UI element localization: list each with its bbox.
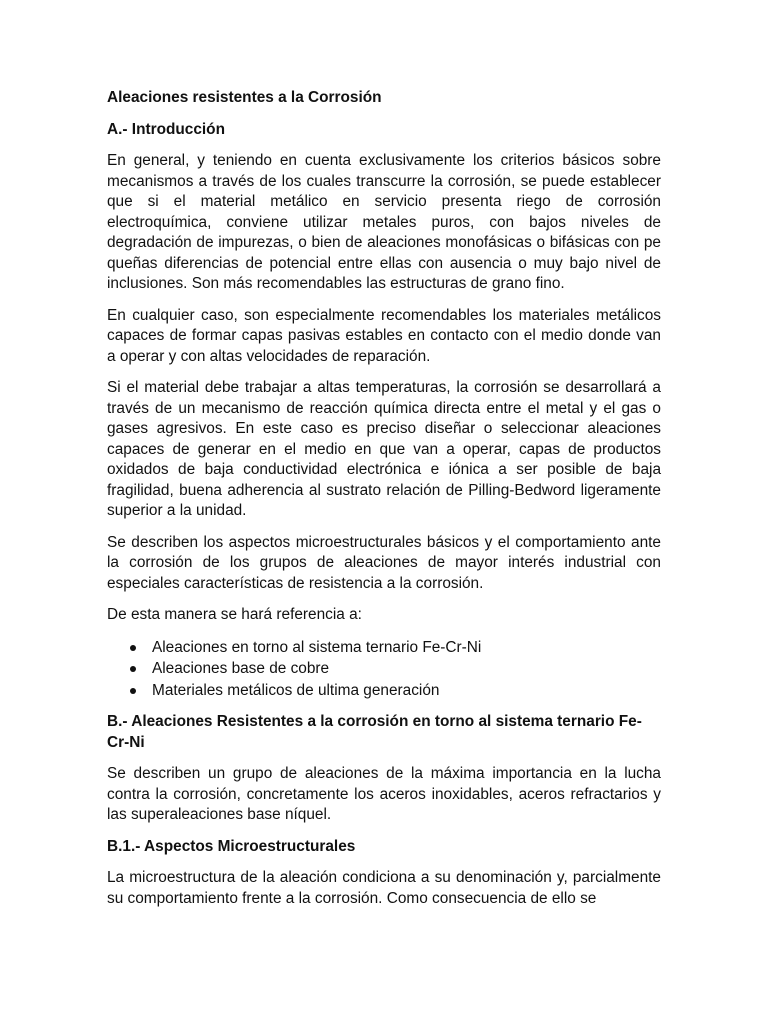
list-item-text: Materiales metálicos de ultima generación	[152, 681, 440, 699]
list-item	[107, 680, 661, 702]
bullet-icon	[130, 688, 136, 694]
list-item	[107, 658, 661, 680]
list-item-text: Aleaciones base de cobre	[152, 660, 330, 677]
section-a-paragraph-3: Si el material debe trabajar a altas temperaturas, la corrosión se desarrollará a través de un mecanismo de reacción química directa entre el metal y el gas o gases agresivos. En este caso es preciso diseñar o seleccionar aleaciones capaces de generar en el medio en que van a operar, capas de productos oxidados de baja conductividad electrónica e iónica a ser posible de baja fragilidad, buena adherencia al sustrato relación de Pilling-Bedword ligeramente superior a la unidad.	[107, 379, 661, 519]
document-title: Aleaciones resistentes a la Corrosión	[107, 89, 382, 106]
section-b-heading: B.- Aleaciones Resistentes a la corrosión en torno al sistema ternario Fe-Cr-Ni	[107, 713, 642, 751]
section-a-heading: A.- Introducción	[107, 120, 225, 138]
section-b1-paragraph: La microestructura de la aleación condiciona a su denominación y, parcialmente su comportamiento frente a la corrosión. Como consecuencia de ello se	[107, 869, 661, 907]
section-a-paragraph-5: De esta manera se hará referencia a:	[107, 606, 362, 623]
section-a-paragraph-1: En general, y teniendo en cuenta exclusivamente los criterios básicos sobre mecanismos a través de los cuales transcurre la corrosión, se puede establecer que si el material metálico en servicio presenta riego de corrosión electroquímica, conviene utilizar metales puros, con bajos niveles de degradación de impurezas, o bien de aleaciones monofásicas o bifásicas con pe queñas diferencias de potencial entre ellas con ausencia o muy bajo nivel de inclusiones. Son más recomendables las estructuras de grano fino.	[107, 152, 661, 292]
list-item-text: Aleaciones en torno al sistema ternario Fe-Cr-Ni	[152, 638, 482, 656]
bullet-icon	[130, 666, 136, 672]
alloy-bullet-list	[107, 637, 661, 702]
list-item	[107, 637, 661, 659]
section-a-paragraph-4: Se describen los aspectos microestructurales básicos y el comportamiento ante la corrosión de los grupos de aleaciones de mayor interés industrial con especiales características de resistencia a la corrosión.	[107, 533, 661, 592]
section-a-paragraph-2: En cualquier caso, son especialmente recomendables los materiales metálicos capaces de formar capas pasivas estables en contacto con el medio donde van a operar y con altas velocidades de reparación.	[107, 306, 661, 365]
document-page	[107, 88, 661, 920]
section-b-paragraph: Se describen un grupo de aleaciones de la máxima importancia en la lucha contra la corrosión, concretamente los aceros inoxidables, aceros refractarios y las superaleaciones base níquel.	[107, 765, 661, 823]
section-b1-heading: B.1.- Aspectos Microestructurales	[107, 837, 356, 855]
bullet-icon	[130, 645, 136, 651]
